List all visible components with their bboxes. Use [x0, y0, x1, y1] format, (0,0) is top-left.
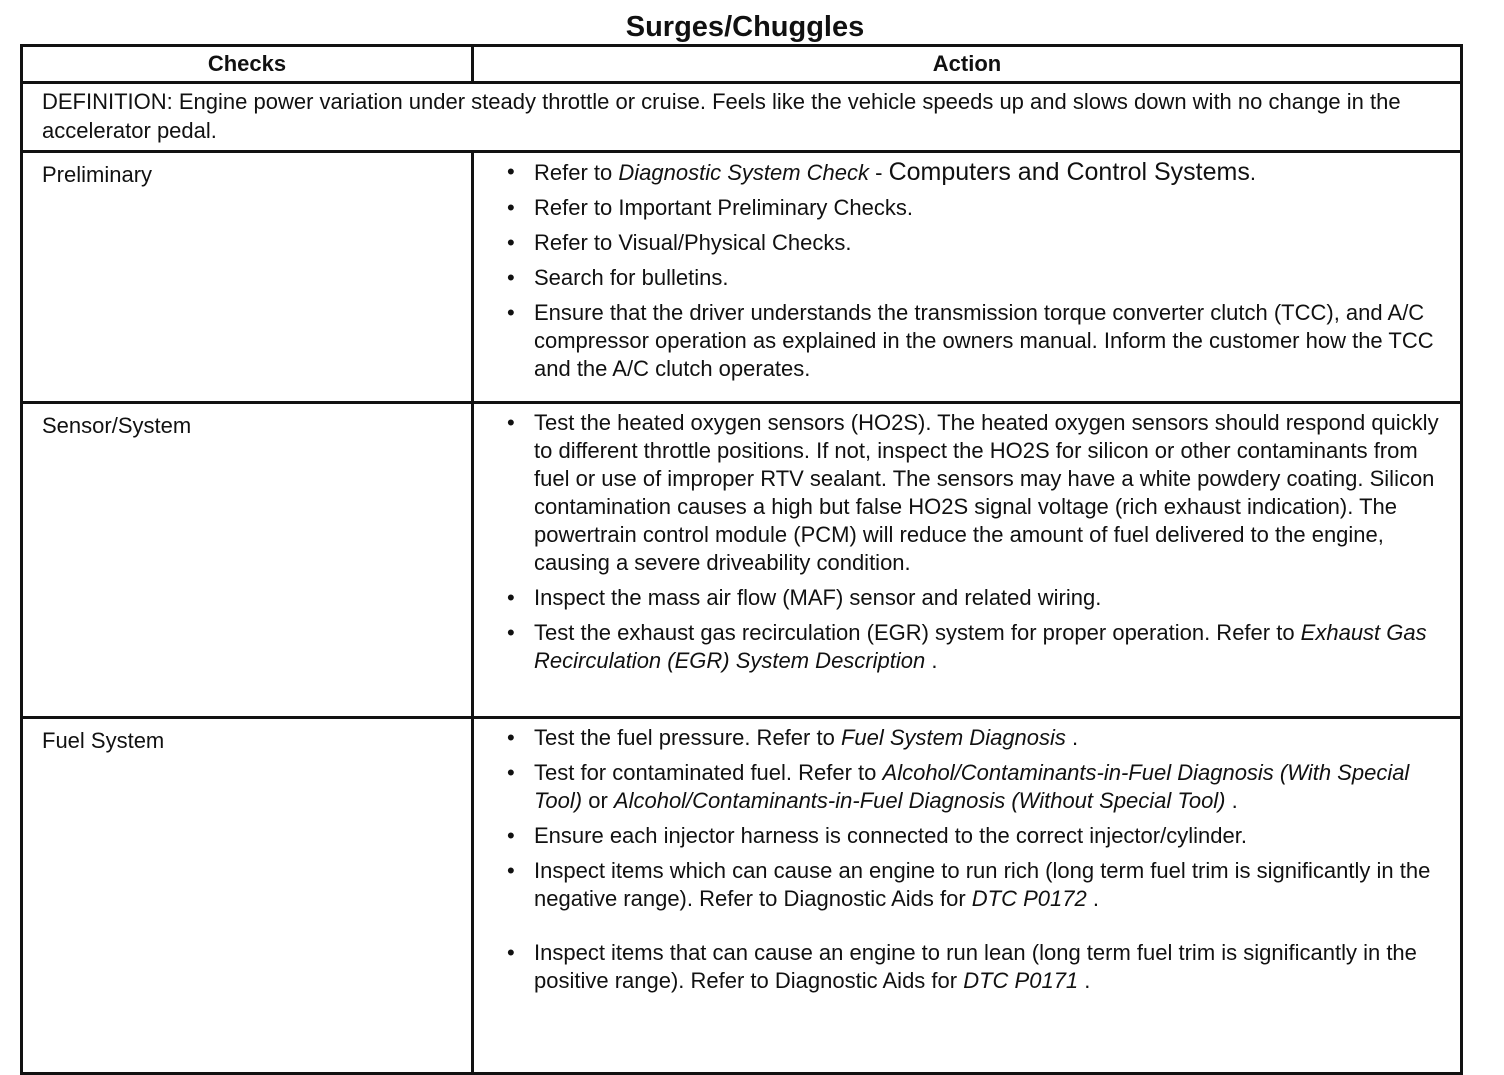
table-row	[22, 718, 1462, 1074]
action-item: • Refer to Important Preliminary Checks.	[504, 194, 1446, 222]
definition-text: DEFINITION: Engine power variation under steady throttle or cruise. Feels like the vehicle speeds up and slows down with no change in the accelerator pedal.	[22, 83, 1462, 152]
check-label: Fuel System	[22, 718, 473, 1074]
table-row	[22, 403, 1462, 718]
header-row	[22, 46, 1462, 83]
action-item: • Refer to Visual/Physical Checks.	[504, 229, 1446, 257]
reference-link: Fuel System Diagnosis	[840, 725, 1066, 750]
reference-link: Exhaust Gas Recirculation (EGR) System Description	[534, 620, 1427, 673]
definition-row	[22, 83, 1462, 152]
check-label: Preliminary	[22, 152, 473, 403]
reference-link: DTC P0172	[971, 886, 1087, 911]
action-item: • Inspect the mass air flow (MAF) sensor and related wiring.	[504, 584, 1446, 612]
table-row	[22, 152, 1462, 403]
action-item: • Test the heated oxygen sensors (HO2S). The heated oxygen sensors should respond quickly to different throttle positions. If not, inspect the HO2S for silicon or other contaminants from fuel or use of improper RTV sealant. The sensors may have a white powdery coating. Silicon contamination causes a high but false HO2S signal voltage (rich exhaust indication). The powertrain control module (PCM) will reduce the amount of fuel delivered to the engine, causing a severe driveability condition.	[504, 409, 1446, 577]
action-item: • Test for contaminated fuel. Refer to Alcohol/Contaminants-in-Fuel Diagnosis (With Special Tool) or Alcohol/Contaminants-in-Fuel Diagnosis (Without Special Tool) .	[504, 759, 1446, 815]
reference-link: Alcohol/Contaminants-in-Fuel Diagnosis (With Special Tool)	[534, 760, 1410, 813]
reference-link: DTC P0171	[963, 968, 1079, 993]
action-item: • Inspect items which can cause an engine to run rich (long term fuel trim is significantly in the negative range). Refer to Diagnostic Aids for DTC P0172 .	[504, 857, 1446, 913]
action-item: • Ensure each injector harness is connected to the correct injector/cylinder.	[504, 822, 1446, 850]
checks-header: Checks	[22, 46, 473, 83]
reference-link: Alcohol/Contaminants-in-Fuel Diagnosis (Without Special Tool)	[613, 788, 1226, 813]
action-item: • Inspect items that can cause an engine to run lean (long term fuel trim is significantly in the positive range). Refer to Diagnostic Aids for DTC P0171 .	[504, 939, 1446, 995]
diagnostic-table	[20, 44, 1463, 1075]
action-cell	[473, 152, 1462, 403]
action-item: • Ensure that the driver understands the transmission torque converter clutch (TCC), and A/C compressor operation as explained in the owners manual. Inform the customer how the TCC and the A/C clutch operates.	[504, 299, 1446, 383]
page-title: Surges/Chuggles	[625, 11, 865, 43]
action-item: • Refer to Diagnostic System Check - Computers and Control Systems.	[504, 158, 1446, 187]
action-header: Action	[473, 46, 1462, 83]
action-item: • Test the exhaust gas recirculation (EGR) system for proper operation. Refer to Exhaust Gas Recirculation (EGR) System Description .	[504, 619, 1446, 675]
action-cell	[473, 718, 1462, 1074]
action-item: • Search for bulletins.	[504, 264, 1446, 292]
action-cell	[473, 403, 1462, 718]
reference-link: Diagnostic System Check	[618, 160, 870, 185]
check-label: Sensor/System	[22, 403, 473, 718]
action-item: • Test the fuel pressure. Refer to Fuel System Diagnosis .	[504, 724, 1446, 752]
